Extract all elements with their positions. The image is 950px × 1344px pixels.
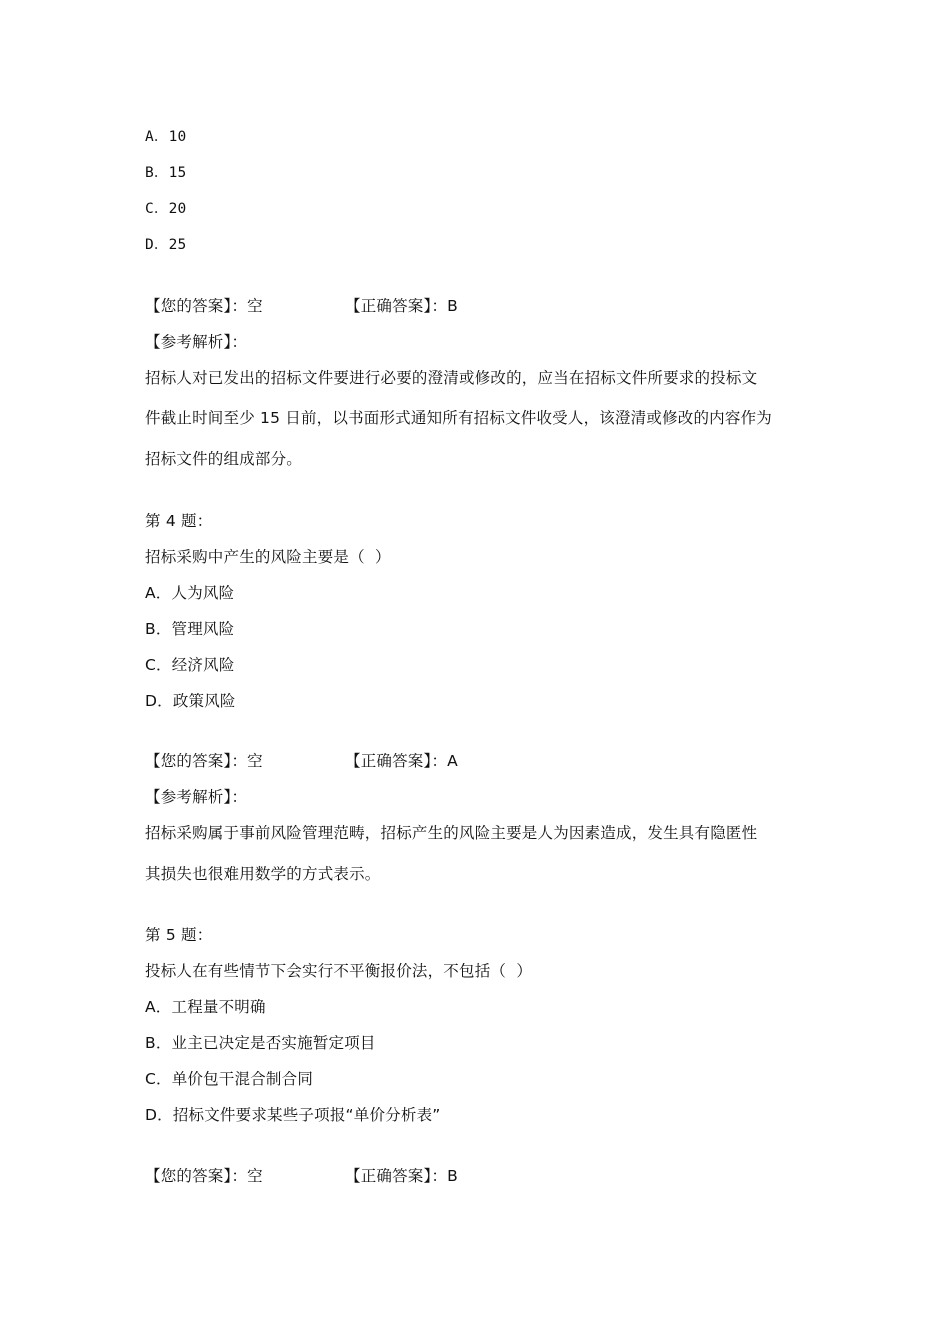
q3-your-answer: 【您的答案】：空 — [145, 297, 263, 315]
q3-correct-answer: 【正确答案】：B — [345, 297, 458, 315]
q5-correct-answer: 【正确答案】：B — [345, 1167, 458, 1185]
q5-option-c: C．单价包干混合制合同 — [145, 1070, 314, 1088]
q4-correct-answer: 【正确答案】：A — [345, 752, 458, 770]
q3-option-c: C．20 — [145, 201, 187, 217]
q5-question: 投标人在有些情节下会实行不平衡报价法，不包括（ ） — [145, 962, 533, 980]
q5-option-b: B．业主已决定是否实施暂定项目 — [145, 1034, 376, 1052]
q3-analysis-line-2: 件截止时间至少 15 日前，以书面形式通知所有招标文件收受人，该澄清或修改的内容作为 — [145, 409, 772, 427]
q4-analysis-line-2: 其损失也很难用数学的方式表示。 — [145, 865, 381, 883]
q4-your-answer: 【您的答案】：空 — [145, 752, 263, 770]
q3-analysis-line-1: 招标人对已发出的招标文件要进行必要的澄清或修改的，应当在招标文件所要求的投标文 — [145, 369, 758, 387]
q5-option-d: D．招标文件要求某些子项报“单价分析表” — [145, 1106, 441, 1124]
q4-option-c: C．经济风险 — [145, 656, 235, 674]
q4-analysis-label: 【参考解析】： — [145, 788, 248, 806]
q3-option-d: D．25 — [145, 237, 187, 253]
q3-analysis-line-3: 招标文件的组成部分。 — [145, 450, 303, 468]
q4-question: 招标采购中产生的风险主要是（ ） — [145, 548, 391, 566]
q5-your-answer: 【您的答案】：空 — [145, 1167, 263, 1185]
q3-analysis-label: 【参考解析】： — [145, 333, 248, 351]
q4-heading: 第 4 题： — [145, 512, 213, 530]
q5-heading: 第 5 题： — [145, 926, 213, 944]
q4-option-d: D．政策风险 — [145, 692, 236, 710]
q3-option-b: B．15 — [145, 165, 187, 181]
q4-option-a: A．人为风险 — [145, 584, 235, 602]
q4-option-b: B．管理风险 — [145, 620, 235, 638]
q3-option-a: A．10 — [145, 129, 187, 145]
q5-option-a: A．工程量不明确 — [145, 998, 266, 1016]
q4-analysis-line-1: 招标采购属于事前风险管理范畴，招标产生的风险主要是人为因素造成，发生具有隐匿性 — [145, 824, 758, 842]
